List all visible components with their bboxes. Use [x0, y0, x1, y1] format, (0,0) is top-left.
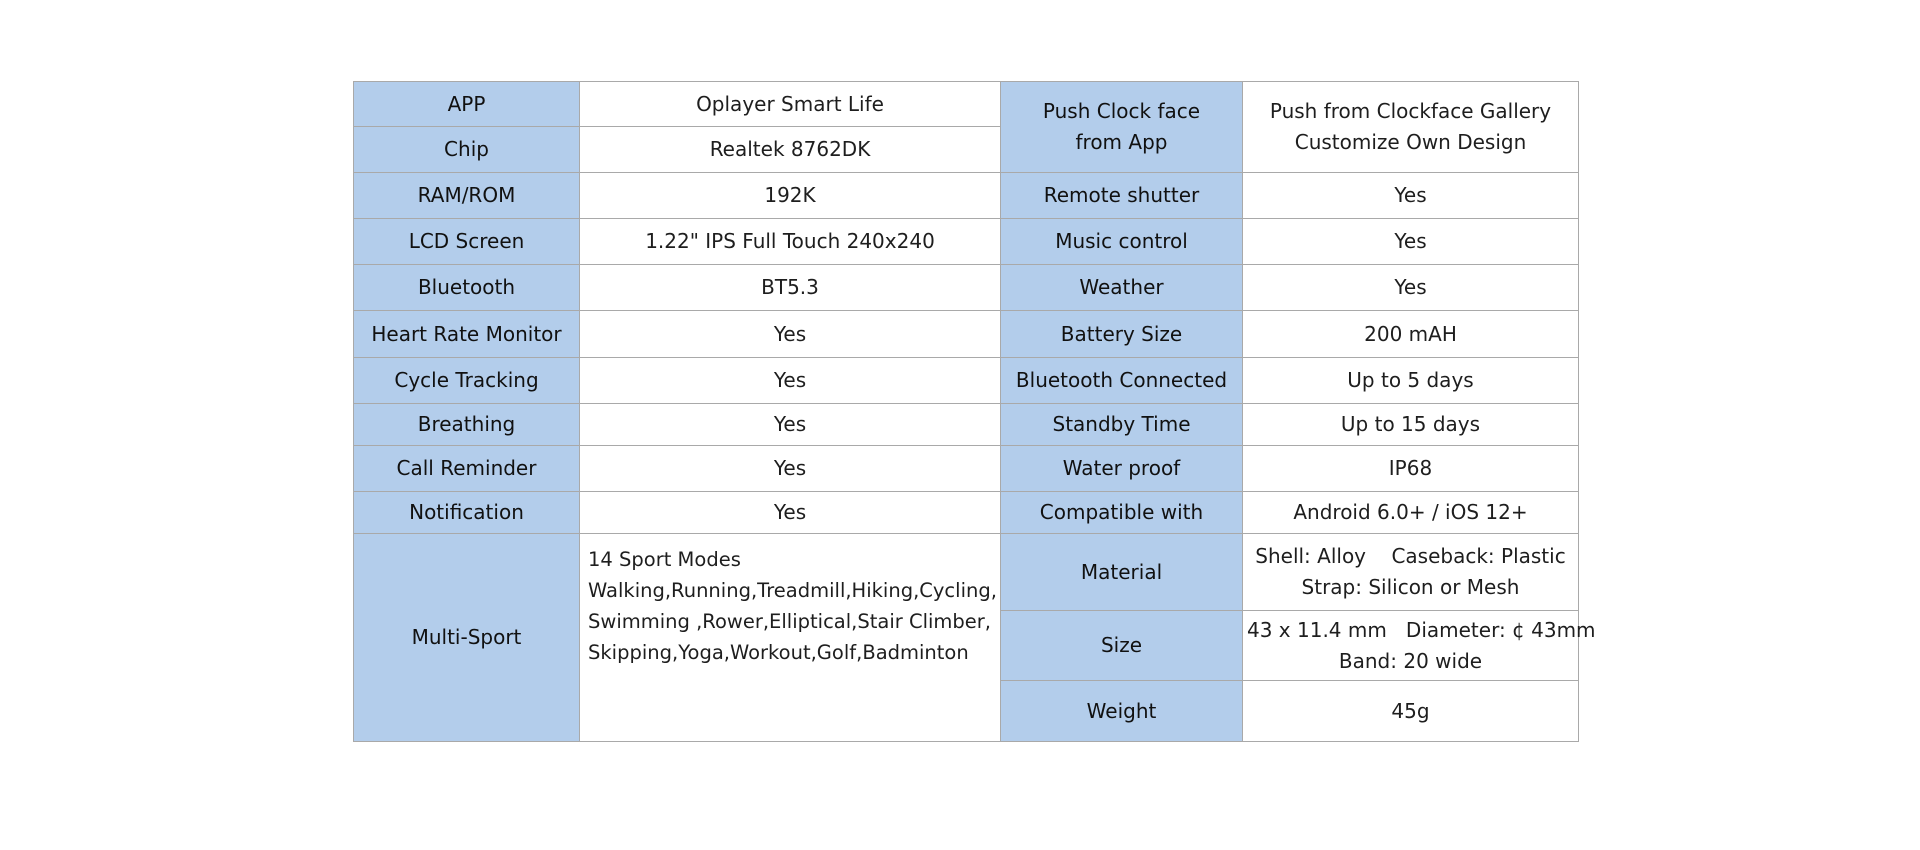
spec-value-call-reminder: Yes	[580, 446, 1001, 492]
spec-label-material: Material	[1001, 534, 1243, 611]
spec-label-battery-size: Battery Size	[1001, 311, 1243, 358]
spec-label-push-clock	[1001, 82, 1243, 173]
table-row	[354, 265, 1579, 311]
spec-label-multi-sport: Multi-Sport	[354, 534, 580, 742]
spec-value-push-clock	[1243, 82, 1579, 173]
value-line: Shell: Alloy Caseback: Plastic	[1255, 544, 1566, 568]
spec-label-cycle-tracking: Cycle Tracking	[354, 358, 580, 404]
table-row	[354, 219, 1579, 265]
label-line: from App	[1075, 130, 1168, 154]
spec-label-bluetooth: Bluetooth	[354, 265, 580, 311]
spec-value-bluetooth: BT5.3	[580, 265, 1001, 311]
spec-label-remote-shutter: Remote shutter	[1001, 173, 1243, 219]
spec-value-music-control: Yes	[1243, 219, 1579, 265]
sport-line: Skipping,Yoga,Workout,Golf,Badminton	[588, 641, 969, 664]
value-line: Push from Clockface Gallery	[1269, 99, 1552, 123]
spec-value-cycle-tracking: Yes	[580, 358, 1001, 404]
spec-label-water-proof: Water proof	[1001, 446, 1243, 492]
spec-label-notification: Notification	[354, 492, 580, 534]
table-row	[354, 358, 1579, 404]
spec-label-size: Size	[1001, 611, 1243, 681]
spec-value-heart-rate: Yes	[580, 311, 1001, 358]
value-line: Strap: Silicon or Mesh	[1301, 575, 1520, 599]
spec-label-heart-rate: Heart Rate Monitor	[354, 311, 580, 358]
sport-line: Walking,Running,Treadmill,Hiking,Cycling,	[588, 579, 997, 602]
spec-value-standby-time: Up to 15 days	[1243, 404, 1579, 446]
spec-table	[353, 81, 1596, 742]
table-row	[354, 534, 1579, 611]
spec-label-bluetooth-connected: Bluetooth Connected	[1001, 358, 1243, 404]
label-line: Push Clock face	[1042, 99, 1201, 123]
spec-label-lcd-screen: LCD Screen	[354, 219, 580, 265]
value-line: Band: 20 wide	[1338, 648, 1483, 673]
spec-label-breathing: Breathing	[354, 404, 580, 446]
table-row	[354, 492, 1579, 534]
spec-label-compatible-with: Compatible with	[1001, 492, 1243, 534]
table-row	[354, 82, 1579, 127]
table-row	[354, 446, 1579, 492]
spec-label-ram-rom: RAM/ROM	[354, 173, 580, 219]
spec-label-standby-time: Standby Time	[1001, 404, 1243, 446]
spec-label-app: APP	[354, 82, 580, 127]
spec-label-call-reminder: Call Reminder	[354, 446, 580, 492]
spec-value-battery-size: 200 mAH	[1243, 311, 1579, 358]
spec-label-chip: Chip	[354, 127, 580, 173]
value-line: Customize Own Design	[1294, 130, 1527, 154]
sport-line: 14 Sport Modes	[588, 548, 741, 571]
spec-value-compatible-with: Android 6.0+ / iOS 12+	[1243, 492, 1579, 534]
spec-label-weather: Weather	[1001, 265, 1243, 311]
spec-label-weight: Weight	[1001, 681, 1243, 742]
spec-value-notification: Yes	[580, 492, 1001, 534]
spec-value-water-proof: IP68	[1243, 446, 1579, 492]
spec-value-weather: Yes	[1243, 265, 1579, 311]
table-row	[354, 404, 1579, 446]
spec-value-breathing: Yes	[580, 404, 1001, 446]
spec-value-lcd-screen: 1.22" IPS Full Touch 240x240	[580, 219, 1001, 265]
sport-line: Swimming ,Rower,Elliptical,Stair Climber,	[588, 610, 991, 633]
spec-value-chip: Realtek 8762DK	[580, 127, 1001, 173]
spec-label-music-control: Music control	[1001, 219, 1243, 265]
table-row	[354, 311, 1579, 358]
spec-value-remote-shutter: Yes	[1243, 173, 1579, 219]
spec-value-app: Oplayer Smart Life	[580, 82, 1001, 127]
spec-value-bluetooth-connected: Up to 5 days	[1243, 358, 1579, 404]
value-line: 43 x 11.4 mm Diameter: ¢ 43mm	[1247, 617, 1596, 642]
spec-value-ram-rom: 192K	[580, 173, 1001, 219]
table-row	[354, 173, 1579, 219]
spec-value-weight: 45g	[1243, 681, 1579, 742]
spec-value-material	[1243, 534, 1579, 611]
spec-value-size	[1243, 611, 1596, 681]
spec-value-multi-sport	[580, 534, 1001, 742]
